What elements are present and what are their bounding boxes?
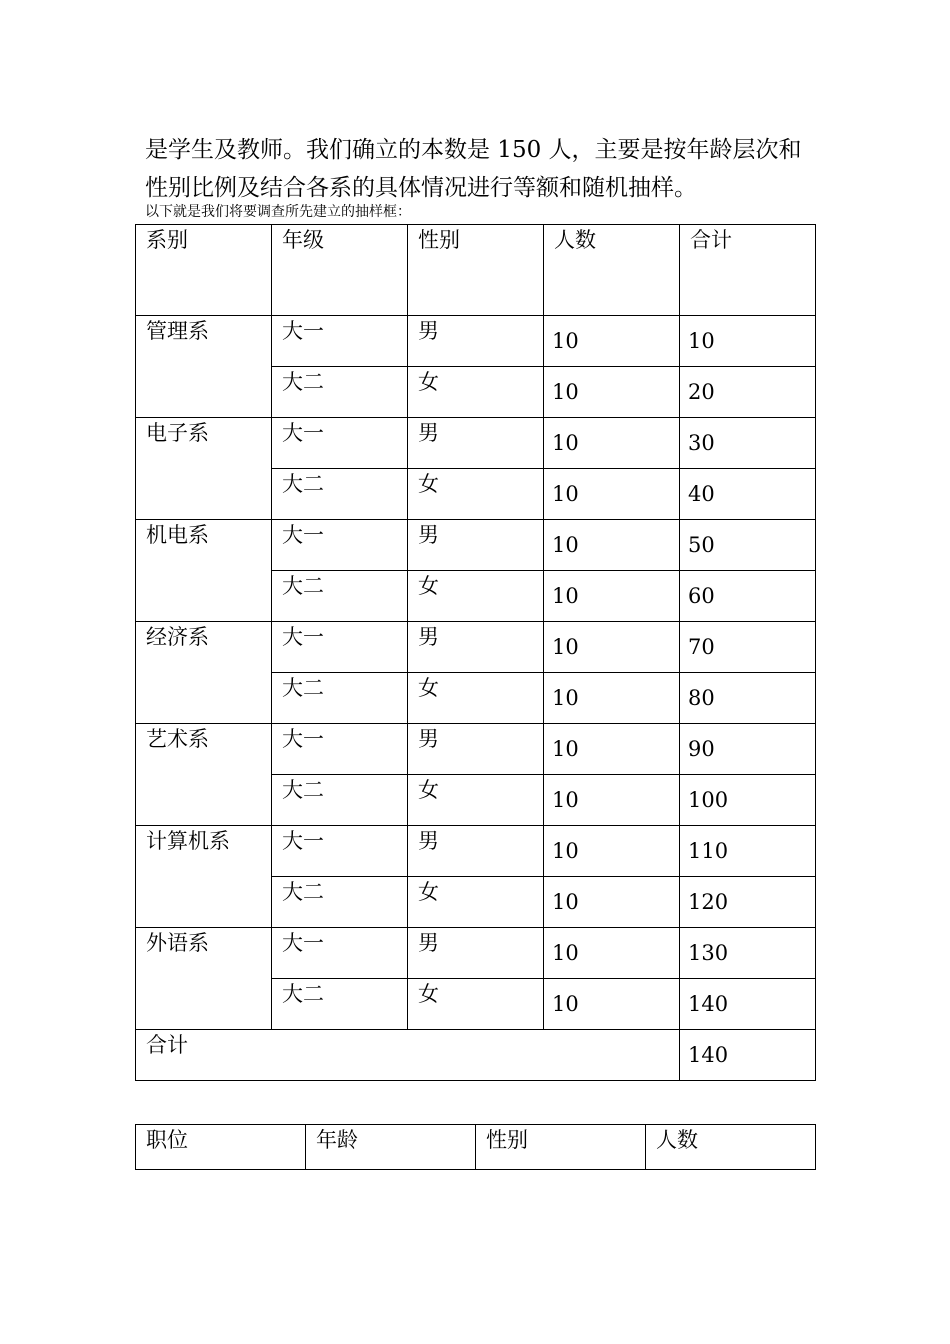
header-cell <box>272 225 408 316</box>
cumulative-total-value: 70 <box>688 635 715 659</box>
grade-value: 大二 <box>282 880 324 904</box>
count-cell <box>544 724 680 775</box>
total-cell <box>680 673 816 724</box>
gender-value: 女 <box>418 574 439 598</box>
total-cell <box>680 520 816 571</box>
gender-cell <box>408 928 544 979</box>
summary-row <box>136 1030 816 1081</box>
gender-cell <box>408 673 544 724</box>
grade-cell <box>272 979 408 1030</box>
teacher-header-row <box>136 1125 816 1170</box>
gender-value: 女 <box>418 370 439 394</box>
department-cell <box>136 826 272 928</box>
department-cell <box>136 520 272 622</box>
header-total: 合计 <box>690 228 732 252</box>
total-cell <box>680 928 816 979</box>
gender-value: 男 <box>418 829 439 853</box>
intro-line-2: 性别比例及结合各系的具体情况进行等额和随机抽样。 <box>145 175 697 201</box>
total-cell <box>680 367 816 418</box>
count-value: 10 <box>552 941 579 965</box>
gender-cell <box>408 775 544 826</box>
header-cell <box>408 225 544 316</box>
count-value: 10 <box>552 839 579 863</box>
table-row <box>136 418 816 469</box>
count-cell <box>544 520 680 571</box>
count-value: 10 <box>552 431 579 455</box>
summary-total: 140 <box>688 1043 729 1067</box>
department-cell <box>136 418 272 520</box>
total-cell <box>680 316 816 367</box>
header-cell <box>646 1125 816 1170</box>
grade-cell <box>272 877 408 928</box>
grade-cell <box>272 775 408 826</box>
department-name: 外语系 <box>146 931 209 955</box>
grade-value: 大一 <box>282 319 324 343</box>
count-value: 10 <box>552 890 579 914</box>
cumulative-total-value: 80 <box>688 686 715 710</box>
grade-cell <box>272 928 408 979</box>
gender-value: 女 <box>418 472 439 496</box>
gender-cell <box>408 469 544 520</box>
count-cell <box>544 316 680 367</box>
gender-value: 男 <box>418 319 439 343</box>
cumulative-total-value: 50 <box>688 533 715 557</box>
grade-value: 大一 <box>282 829 324 853</box>
count-cell <box>544 877 680 928</box>
grade-value: 大二 <box>282 574 324 598</box>
gender-value: 女 <box>418 676 439 700</box>
cumulative-total-value: 10 <box>688 329 715 353</box>
count-cell <box>544 979 680 1030</box>
gender-cell <box>408 520 544 571</box>
grade-value: 大二 <box>282 676 324 700</box>
gender-cell <box>408 622 544 673</box>
count-cell <box>544 622 680 673</box>
count-cell <box>544 928 680 979</box>
department-name: 计算机系 <box>146 829 230 853</box>
cumulative-total-value: 20 <box>688 380 715 404</box>
total-cell <box>680 469 816 520</box>
count-value: 10 <box>552 788 579 812</box>
count-cell <box>544 826 680 877</box>
header-teacher-gender: 性别 <box>486 1128 528 1152</box>
cumulative-total-value: 40 <box>688 482 715 506</box>
count-value: 10 <box>552 380 579 404</box>
count-value: 10 <box>552 635 579 659</box>
header-cell <box>136 225 272 316</box>
grade-cell <box>272 571 408 622</box>
gender-value: 男 <box>418 421 439 445</box>
grade-value: 大二 <box>282 472 324 496</box>
count-value: 10 <box>552 686 579 710</box>
gender-cell <box>408 571 544 622</box>
student-sampling-table <box>135 224 816 1081</box>
count-cell <box>544 673 680 724</box>
grade-value: 大二 <box>282 982 324 1006</box>
department-cell <box>136 316 272 418</box>
gender-cell <box>408 877 544 928</box>
total-cell <box>680 418 816 469</box>
summary-label-cell <box>136 1030 680 1081</box>
cumulative-total-value: 140 <box>688 992 729 1016</box>
gender-cell <box>408 367 544 418</box>
gender-value: 男 <box>418 523 439 547</box>
count-cell <box>544 469 680 520</box>
total-cell <box>680 826 816 877</box>
table-row <box>136 316 816 367</box>
cumulative-total-value: 30 <box>688 431 715 455</box>
grade-value: 大一 <box>282 931 324 955</box>
cumulative-total-value: 110 <box>688 839 729 863</box>
header-gender: 性别 <box>418 228 460 252</box>
header-cell <box>306 1125 476 1170</box>
department-name: 经济系 <box>146 625 209 649</box>
count-cell <box>544 571 680 622</box>
gender-value: 男 <box>418 625 439 649</box>
count-value: 10 <box>552 992 579 1016</box>
intro-line-1: 是学生及教师。我们确立的本数是 150 人，主要是按年龄层次和 <box>145 137 802 163</box>
total-cell <box>680 724 816 775</box>
total-cell <box>680 622 816 673</box>
header-teacher-count: 人数 <box>656 1128 698 1152</box>
total-cell <box>680 979 816 1030</box>
header-department: 系别 <box>146 228 188 252</box>
cumulative-total-value: 100 <box>688 788 729 812</box>
count-value: 10 <box>552 329 579 353</box>
grade-cell <box>272 316 408 367</box>
department-name: 管理系 <box>146 319 209 343</box>
grade-value: 大一 <box>282 727 324 751</box>
summary-label: 合计 <box>146 1033 188 1057</box>
total-cell <box>680 877 816 928</box>
grade-value: 大一 <box>282 625 324 649</box>
cumulative-total-value: 130 <box>688 941 729 965</box>
grade-cell <box>272 724 408 775</box>
gender-cell <box>408 418 544 469</box>
department-cell <box>136 622 272 724</box>
grade-cell <box>272 826 408 877</box>
count-cell <box>544 418 680 469</box>
gender-value: 男 <box>418 727 439 751</box>
count-value: 10 <box>552 533 579 557</box>
header-cell <box>136 1125 306 1170</box>
gender-cell <box>408 979 544 1030</box>
gender-cell <box>408 724 544 775</box>
table-row <box>136 826 816 877</box>
gender-value: 女 <box>418 778 439 802</box>
header-grade: 年级 <box>282 228 324 252</box>
grade-cell <box>272 622 408 673</box>
gender-cell <box>408 826 544 877</box>
count-cell <box>544 367 680 418</box>
grade-cell <box>272 469 408 520</box>
count-value: 10 <box>552 737 579 761</box>
grade-value: 大二 <box>282 370 324 394</box>
grade-value: 大一 <box>282 421 324 445</box>
gender-value: 女 <box>418 880 439 904</box>
department-name: 艺术系 <box>146 727 209 751</box>
department-cell <box>136 724 272 826</box>
header-cell <box>680 225 816 316</box>
grade-cell <box>272 520 408 571</box>
gender-value: 女 <box>418 982 439 1006</box>
table-caption: 以下就是我们将要调查所先建立的抽样框： <box>145 204 411 220</box>
header-row <box>136 225 816 316</box>
total-cell <box>680 571 816 622</box>
table-row <box>136 520 816 571</box>
count-cell <box>544 775 680 826</box>
table-row <box>136 724 816 775</box>
cumulative-total-value: 60 <box>688 584 715 608</box>
cumulative-total-value: 120 <box>688 890 729 914</box>
department-name: 机电系 <box>146 523 209 547</box>
grade-cell <box>272 673 408 724</box>
department-name: 电子系 <box>146 421 209 445</box>
department-cell <box>136 928 272 1030</box>
summary-total-cell <box>680 1030 816 1081</box>
header-count: 人数 <box>554 228 596 252</box>
grade-cell <box>272 367 408 418</box>
count-value: 10 <box>552 584 579 608</box>
teacher-sampling-table <box>135 1124 816 1170</box>
header-cell <box>476 1125 646 1170</box>
cumulative-total-value: 90 <box>688 737 715 761</box>
total-cell <box>680 775 816 826</box>
grade-value: 大一 <box>282 523 324 547</box>
count-value: 10 <box>552 482 579 506</box>
table-row <box>136 622 816 673</box>
grade-value: 大二 <box>282 778 324 802</box>
header-age: 年龄 <box>316 1128 358 1152</box>
gender-value: 男 <box>418 931 439 955</box>
grade-cell <box>272 418 408 469</box>
header-position: 职位 <box>146 1128 188 1152</box>
gender-cell <box>408 316 544 367</box>
table-row <box>136 928 816 979</box>
header-cell <box>544 225 680 316</box>
